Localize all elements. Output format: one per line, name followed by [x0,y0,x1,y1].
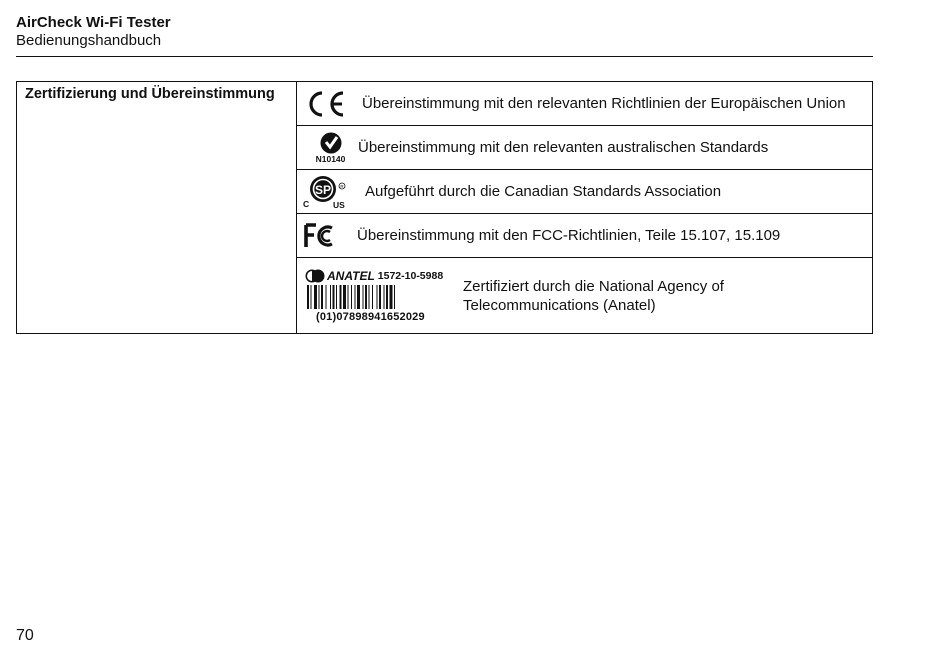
csa-icon: SP R C US [297,174,365,210]
table-row [297,258,873,334]
anatel-icon [297,268,463,323]
header-divider [16,56,873,57]
certification-table [16,81,873,334]
anatel-barcode-text: (01)07898941652029 [316,311,425,323]
page-number: 70 [16,627,34,644]
c-tick-icon: N10140 [297,132,358,164]
row-description: Übereinstimmung mit den relevanten australischen Standards [358,139,769,156]
row-description: Aufgeführt durch die Canadian Standards Association [365,183,722,200]
table-row [297,214,873,258]
table-row [297,82,873,126]
document-title: AirCheck Wi-Fi Tester [16,14,171,31]
row-description: Übereinstimmung mit den relevanten Richtlinien der Europäischen Union [362,95,846,112]
document-subtitle: Bedienungshandbuch [16,32,162,49]
certification-label: Zertifizierung und Übereinstimmung [17,82,297,334]
table-row [297,170,873,214]
row-description: Übereinstimmung mit den FCC-Richtlinien, Teile 15.107, 15.109 [357,227,781,244]
svg-text:R: R [340,183,344,189]
svg-text:SP: SP [314,182,332,197]
ce-mark-icon [297,90,362,118]
anatel-number: 1572-10-5988 [377,270,444,282]
barcode-icon [305,284,445,310]
row-description: Zertifiziert durch die National Agency of Telecommunications (Anatel) [463,277,724,314]
fcc-icon [297,223,357,249]
anatel-brand: ANATEL [327,269,375,283]
table-row [297,126,873,170]
document-header [16,14,171,50]
